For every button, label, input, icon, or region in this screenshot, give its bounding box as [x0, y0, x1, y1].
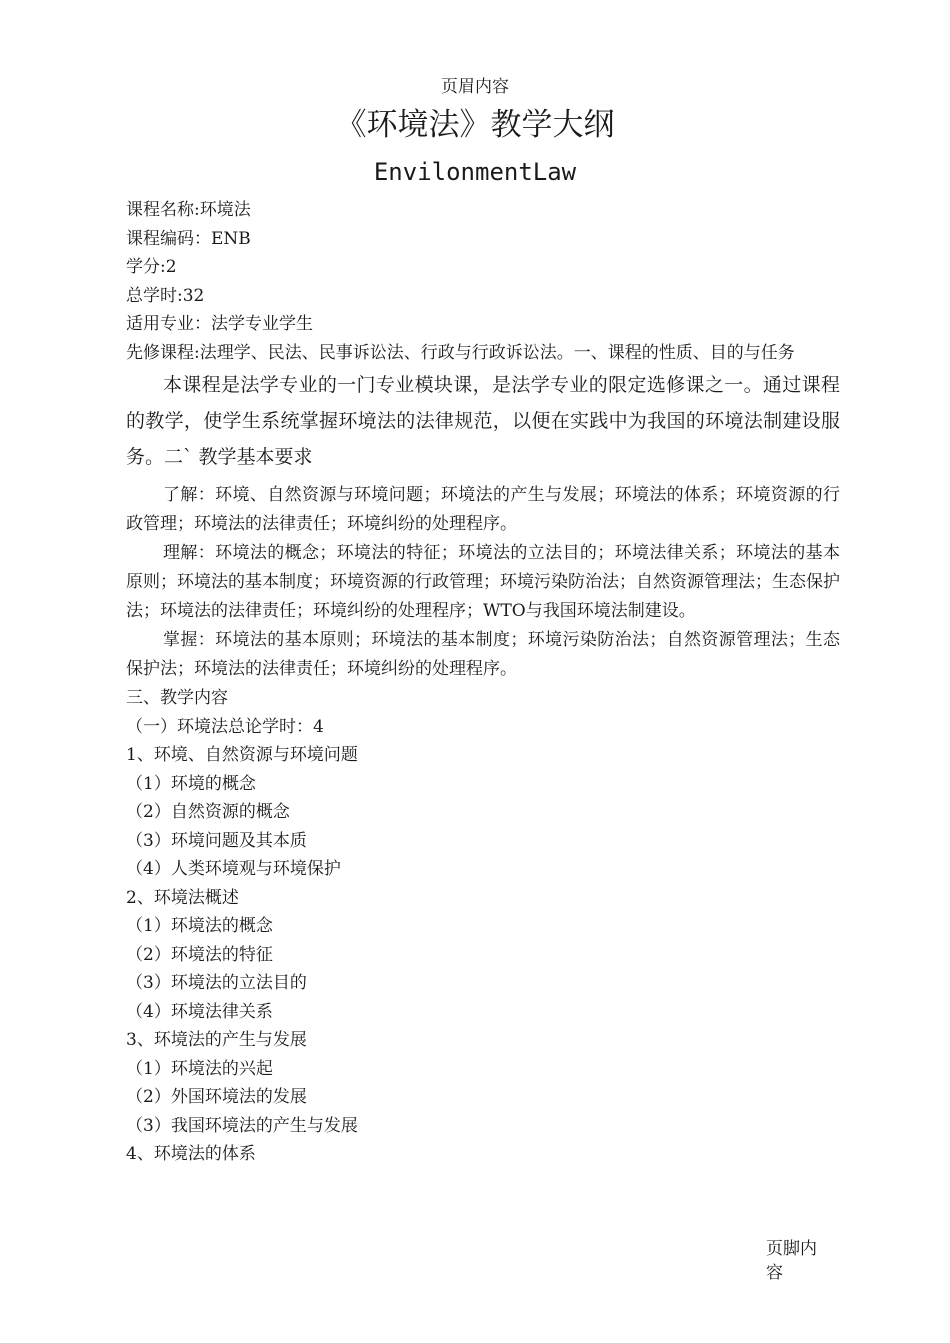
document-body	[126, 196, 840, 1169]
list-item: （3）我国环境法的产生与发展	[126, 1115, 358, 1136]
course-intro-paragraph: 本课程是法学专业的一门专业模块课，是法学专业的限定选修课之一。通过课程的教学，使学生系统掌握环境法的法律规范，以便在实践中为我国的环境法制建设服务。二` 教学基本要求	[126, 374, 840, 468]
course-credits: 学分:2	[126, 257, 177, 277]
list-item: （1）环境法的兴起	[126, 1058, 273, 1079]
list-item: （2）自然资源的概念	[126, 802, 290, 822]
course-prerequisites: 先修课程:法理学、民法、民事诉讼法、行政与行政诉讼法。一、课程的性质、目的与任务	[126, 342, 795, 363]
requirement-comprehend: 理解：环境法的概念；环境法的特征；环境法的立法目的；环境法律关系；环境法的基本原则；环境法的基本制度；环境资源的行政管理；环境污染防治法；自然资源管理法；生态保护法；环境法的法律责任；环境纠纷的处理程序；WTO与我国环境法制建设。	[126, 543, 840, 621]
list-item: （4）环境法律关系	[126, 1001, 273, 1022]
list-item: （2）环境法的特征	[126, 944, 273, 965]
list-item: 4、环境法的体系	[126, 1144, 256, 1164]
list-item: 1、环境、自然资源与环境问题	[126, 745, 358, 765]
list-item: （3）环境问题及其本质	[126, 830, 307, 851]
unit-heading: （一）环境法总论学时：4	[126, 716, 324, 737]
course-major: 适用专业：法学专业学生	[126, 314, 313, 334]
list-item: （3）环境法的立法目的	[126, 973, 307, 993]
page-header: 页眉内容	[441, 77, 509, 97]
course-total-hours: 总学时:32	[126, 285, 205, 306]
course-code: 课程编码：ENB	[126, 228, 251, 249]
list-item: （1）环境的概念	[126, 773, 256, 794]
outline-list	[126, 741, 840, 1169]
list-item: 2、环境法概述	[126, 887, 239, 908]
section-heading-content: 三、教学内容	[126, 688, 228, 708]
page-footer: 页脚内容	[766, 1239, 817, 1283]
list-item: （2）外国环境法的发展	[126, 1087, 307, 1107]
document-subtitle: EnvilonmentLaw	[373, 158, 577, 186]
document-title: 《环境法》教学大纲	[335, 107, 615, 143]
requirement-master: 掌握：环境法的基本原则；环境法的基本制度；环境污染防治法；自然资源管理法；生态保护法；环境法的法律责任；环境纠纷的处理程序。	[126, 630, 840, 679]
course-name: 课程名称:环境法	[126, 200, 251, 220]
list-item: （4）人类环境观与环境保护	[126, 859, 341, 879]
list-item: 3、环境法的产生与发展	[126, 1030, 307, 1050]
requirement-understand: 了解：环境、自然资源与环境问题；环境法的产生与发展；环境法的体系；环境资源的行政管理；环境法的法律责任；环境纠纷的处理程序。	[126, 485, 840, 534]
list-item: （1）环境法的概念	[126, 916, 273, 936]
